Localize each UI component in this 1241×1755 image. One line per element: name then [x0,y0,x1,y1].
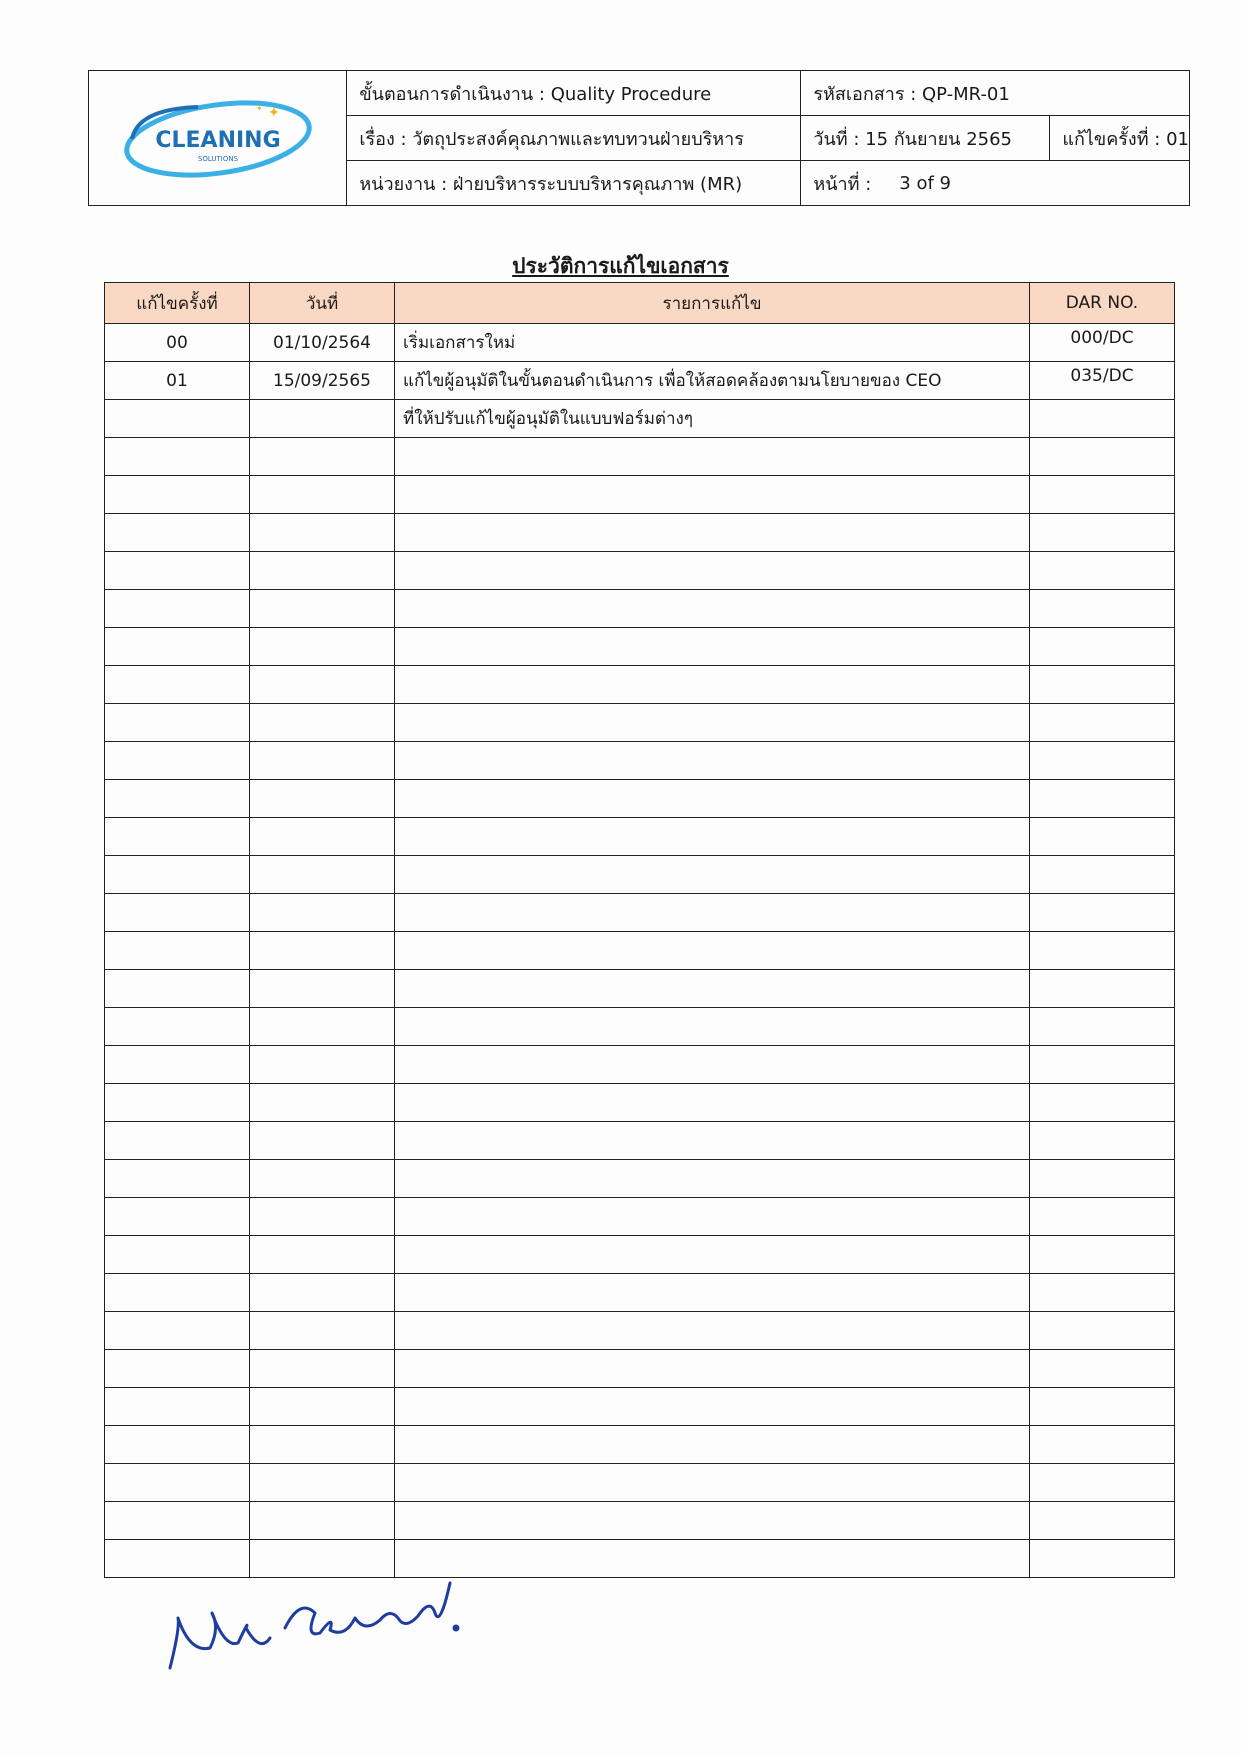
date-cell [250,628,395,666]
date-cell [250,856,395,894]
description-cell [395,742,1030,780]
table-row [105,932,1175,970]
dar-no-cell [1030,1122,1175,1160]
svg-text:✦: ✦ [267,105,280,121]
description-cell [395,628,1030,666]
description-cell: ที่ให้ปรับแก้ไขผู้อนุมัติในแบบฟอร์มต่างๆ [395,400,1030,438]
description-cell [395,1122,1030,1160]
page-number [801,161,1189,205]
revision-cell [105,818,250,856]
dar-no-cell [1030,704,1175,742]
revision-cell [105,1426,250,1464]
dar-no-cell [1030,1046,1175,1084]
table-row [105,742,1175,780]
department-label: หน่วยงาน : ฝ่ายบริหารระบบบริหารคุณภาพ (MR) [347,161,801,205]
description-cell [395,1084,1030,1122]
description-cell [395,1312,1030,1350]
description-cell [395,476,1030,514]
table-row [105,1502,1175,1540]
revision-cell [105,1236,250,1274]
date-cell [250,1084,395,1122]
table-row [105,1236,1175,1274]
description-cell [395,970,1030,1008]
date-cell [250,514,395,552]
dar-no-cell [1030,1464,1175,1502]
revision-cell [105,400,250,438]
dar-no-cell [1030,1084,1175,1122]
date-cell [250,704,395,742]
document-header [88,70,1190,206]
table-row [105,1464,1175,1502]
revision-cell [105,1274,250,1312]
table-row [105,1312,1175,1350]
revision-cell: 00 [105,324,250,362]
date-cell [250,1198,395,1236]
description-cell [395,1464,1030,1502]
dar-no-cell [1030,1350,1175,1388]
revision-cell: 01 [105,362,250,400]
svg-text:✦: ✦ [255,104,263,113]
dar-no-cell [1030,1198,1175,1236]
table-row [105,894,1175,932]
header-revision: แก้ไขครั้งที่ [105,283,250,324]
date-cell [250,1464,395,1502]
table-row [105,970,1175,1008]
table-row [105,1122,1175,1160]
dar-no-cell [1030,438,1175,476]
dar-no-cell [1030,780,1175,818]
date-cell [250,932,395,970]
revision-cell [105,780,250,818]
table-row [105,1388,1175,1426]
table-row [105,704,1175,742]
description-cell [395,1388,1030,1426]
date-cell [250,476,395,514]
date-cell [250,552,395,590]
table-row [105,324,1175,362]
dar-no-cell: 035/DC [1030,362,1175,400]
description-cell [395,856,1030,894]
revision-cell [105,1008,250,1046]
table-row [105,666,1175,704]
table-row [105,1008,1175,1046]
revision-cell [105,552,250,590]
date-cell [250,780,395,818]
date-cell [250,590,395,628]
revision-cell [105,514,250,552]
date-cell [250,970,395,1008]
description-cell [395,590,1030,628]
header-dar-no: DAR NO. [1030,283,1175,324]
revision-cell [105,1388,250,1426]
revision-cell [105,970,250,1008]
date-cell [250,818,395,856]
table-row [105,514,1175,552]
description-cell [395,932,1030,970]
table-row [105,552,1175,590]
table-row [105,856,1175,894]
dar-no-cell [1030,1502,1175,1540]
revision-history-table [104,282,1175,1578]
dar-no-cell [1030,856,1175,894]
revision-cell [105,704,250,742]
dar-no-cell [1030,514,1175,552]
revision-cell [105,666,250,704]
revision-cell [105,1122,250,1160]
revision-cell [105,1464,250,1502]
effective-date: วันที่ : 15 กันยายน 2565 [801,116,1050,160]
date-cell [250,438,395,476]
table-row [105,476,1175,514]
dar-no-cell [1030,1274,1175,1312]
dar-no-cell [1030,742,1175,780]
dar-no-cell [1030,1236,1175,1274]
revision-cell [105,1502,250,1540]
description-cell [395,1426,1030,1464]
revision-cell [105,476,250,514]
page-value: 3 of 9 [899,172,951,194]
date-cell: 15/09/2565 [250,362,395,400]
dar-no-cell [1030,1426,1175,1464]
dar-no-cell [1030,400,1175,438]
section-title: ประวัติการแก้ไขเอกสาร [512,254,729,278]
revision-cell [105,590,250,628]
dar-no-cell [1030,476,1175,514]
dar-no-cell [1030,590,1175,628]
table-row [105,780,1175,818]
handwritten-signature [150,1558,510,1708]
dar-no-cell [1030,552,1175,590]
description-cell [395,1160,1030,1198]
date-cell [250,1312,395,1350]
table-row [105,1160,1175,1198]
dar-no-cell [1030,1312,1175,1350]
revision-cell [105,742,250,780]
dar-no-cell: 000/DC [1030,324,1175,362]
table-row [105,1198,1175,1236]
description-cell [395,514,1030,552]
table-row [105,438,1175,476]
date-cell [250,894,395,932]
page-label: หน้าที่ : [813,173,872,195]
dar-no-cell [1030,1540,1175,1578]
procedure-label: ขั้นตอนการดำเนินงาน : Quality Procedure [347,71,801,115]
date-cell [250,1046,395,1084]
table-row [105,400,1175,438]
revision-cell [105,932,250,970]
description-cell [395,780,1030,818]
description-cell [395,552,1030,590]
table-row [105,1046,1175,1084]
date-cell [250,1426,395,1464]
date-cell [250,1388,395,1426]
table-row [105,590,1175,628]
document-code: รหัสเอกสาร : QP-MR-01 [813,83,1010,105]
description-cell: เริ่มเอกสารใหม่ [395,324,1030,362]
revision-cell [105,1312,250,1350]
revision-cell [105,628,250,666]
table-row [105,1426,1175,1464]
table-row [105,628,1175,666]
dar-no-cell [1030,666,1175,704]
revision-cell [105,1084,250,1122]
dar-no-cell [1030,894,1175,932]
description-cell [395,1046,1030,1084]
date-cell [250,1160,395,1198]
description-cell: แก้ไขผู้อนุมัติในขั้นตอนดำเนินการ เพื่อให้สอดคล้องตามนโยบายของ CEO [395,362,1030,400]
description-cell [395,1350,1030,1388]
description-cell [395,1236,1030,1274]
company-logo-cell [89,71,347,205]
description-cell [395,1008,1030,1046]
revision-cell [105,1198,250,1236]
dar-no-cell [1030,932,1175,970]
description-cell [395,1198,1030,1236]
date-cell [250,400,395,438]
date-cell [250,742,395,780]
cleaning-solutions-logo [118,93,318,183]
subject-label: เรื่อง : วัตถุประสงค์คุณภาพและทบทวนฝ่ายบริหาร [347,116,801,160]
description-cell [395,438,1030,476]
dar-no-cell [1030,818,1175,856]
table-row [105,818,1175,856]
date-cell [250,666,395,704]
table-row [105,362,1175,400]
table-row [105,1274,1175,1312]
revision-cell [105,1160,250,1198]
date-cell [250,1122,395,1160]
table-header-row [105,283,1175,324]
header-description: รายการแก้ไข [395,283,1030,324]
description-cell [395,666,1030,704]
date-cell: 01/10/2564 [250,324,395,362]
date-cell [250,1236,395,1274]
header-date: วันที่ [250,283,395,324]
date-cell [250,1008,395,1046]
revision-cell [105,438,250,476]
description-cell [395,1502,1030,1540]
dar-no-cell [1030,1388,1175,1426]
description-cell [395,704,1030,742]
revision-cell [105,1350,250,1388]
revision-cell [105,894,250,932]
table-row [105,1350,1175,1388]
dar-no-cell [1030,1160,1175,1198]
svg-text:CLEANING: CLEANING [155,128,281,153]
description-cell [395,1274,1030,1312]
revision-cell [105,856,250,894]
date-cell [250,1350,395,1388]
date-cell [250,1274,395,1312]
dar-no-cell [1030,628,1175,666]
revision-cell [105,1046,250,1084]
date-cell [250,1502,395,1540]
description-cell [395,818,1030,856]
dar-no-cell [1030,1008,1175,1046]
table-row [105,1084,1175,1122]
description-cell [395,894,1030,932]
dar-no-cell [1030,970,1175,1008]
revision-number: แก้ไขครั้งที่ : 01 [1062,128,1189,150]
svg-text:SOLUTIONS: SOLUTIONS [197,155,238,163]
